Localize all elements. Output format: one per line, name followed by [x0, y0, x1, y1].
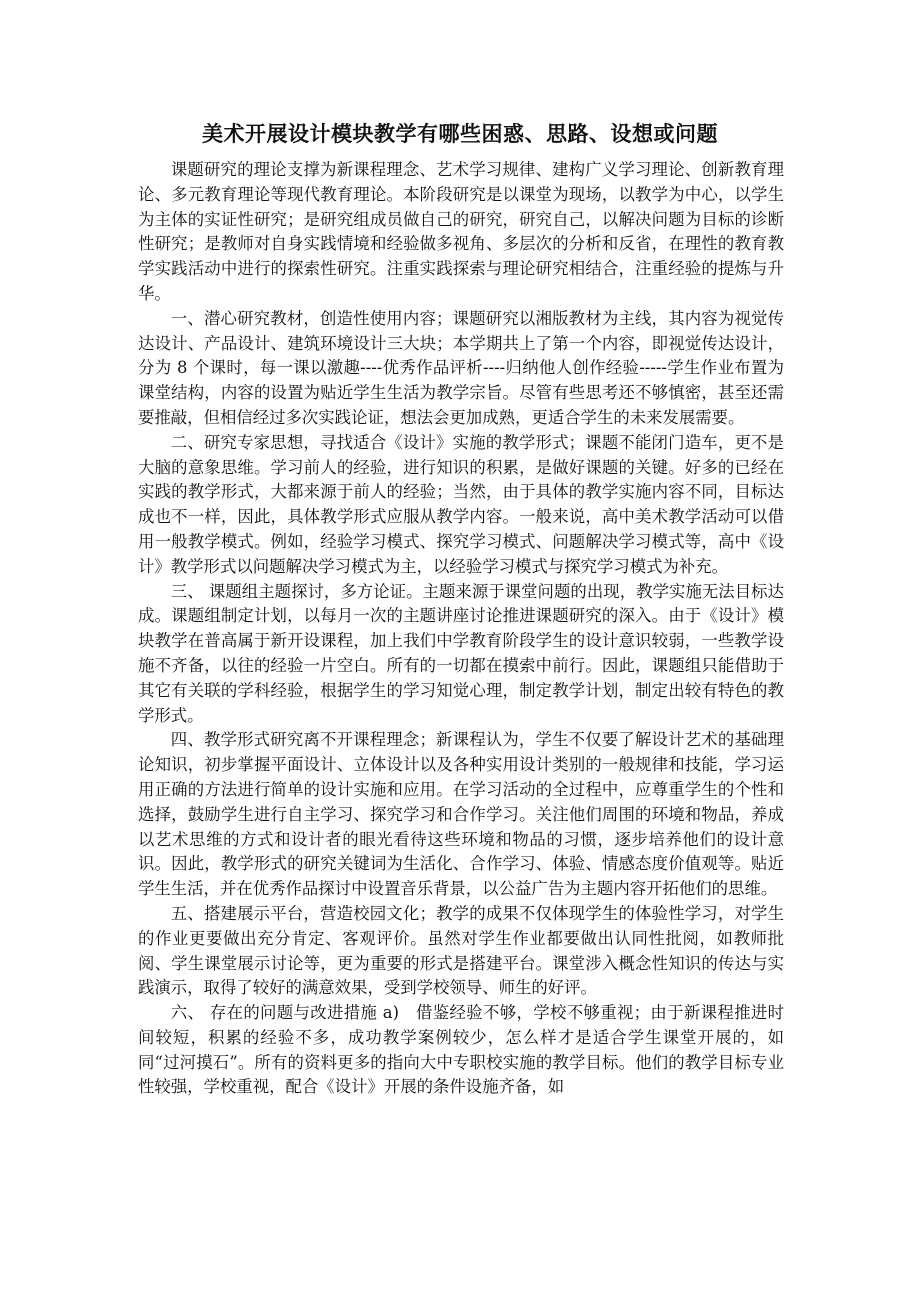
paragraph-2: 二、研究专家思想，寻找适合《设计》实施的教学形式；课题不能闭门造车，更不是大脑的意象思维。学习前人的经验，进行知识的积累，是做好课题的关键。好多的已经在实践的教学形式，大都来源于前人的经验；当然，由于具体的教学实施内容不同，目标达成也不一样，因此，具体教学形式应服从教学内容。一般来说，高中美术教学活动可以借用一般教学模式。例如，经验学习模式、探究学习模式、问题解决学习模式等，高中《设计》教学形式以问题解决学习模式为主，以经验学习模式与探究学习模式为补充。: [138, 432, 784, 576]
paragraph-4: 四、教学形式研究离不开课程理念；新课程认为，学生不仅要了解设计艺术的基础理论知识，初步掌握平面设计、立体设计以及各种实用设计类别的一般规律和技能，学习运用正确的方法进行简单的设计实施和应用。在学习活动的全过程中，应尊重学生的个性和选择，鼓励学生进行自主学习、探究学习和合作学习。关注他们周围的环境和物品，养成以艺术思维的方式和设计者的眼光看待这些环境和物品的习惯，逐步培养他们的设计意识。因此，教学形式的研究关键词为生活化、合作学习、体验、情感态度价值观等。贴近学生生活，并在优秀作品探讨中设置音乐背景，以公益广告为主题内容开拓他们的思维。: [138, 730, 784, 899]
paragraph-3: 三、 课题组主题探讨，多方论证。主题来源于课堂问题的出现，教学实施无法目标达成。课题组制定计划，以每月一次的主题讲座讨论推进课题研究的深入。由于《设计》模块教学在普高属于新开设课程，加上我们中学教育阶段学生的设计意识较弱，一些教学设施不齐备，以往的经验一片空白。所有的一切都在摸索中前行。因此，课题组只能借助于其它有关联的学科经验，根据学生的学习知觉心理，制定教学计划，制定出较有特色的教学形式。: [138, 581, 784, 725]
paragraph-1: 一、潜心研究教材，创造性使用内容；课题研究以湘版教材为主线，其内容为视觉传达设计、产品设计、建筑环境设计三大块；本学期共上了第一个内容，即视觉传达设计，分为 8 个课时，每一课以激趣----优秀作品评析----归纳他人创作经验-----学生作业布置为课堂结构，内容的设置为贴近学生生活为教学宗旨。尽管有些思考还不够慎密，甚至还需要推敲，但相信经过多次实践论证，想法会更加成熟，更适合学生的未来发展需要。: [138, 308, 784, 427]
paragraph-6: 六、 存在的问题与改进措施 a) 借鉴经验不够，学校不够重视；由于新课程推进时间较短，积累的经验不多，成功教学案例较少，怎么样才是适合学生课堂开展的，如同“过河摸石”。所有的资料更多的指向大中专职校实施的教学目标。他们的教学目标专业性较强，学校重视，配合《设计》开展的条件设施齐备，如: [138, 1003, 784, 1097]
document-title: 美术开展设计模块教学有哪些困惑、思路、设想或问题: [202, 122, 718, 146]
document-body: [138, 158, 784, 1100]
paragraph-5: 五、搭建展示平台，营造校园文化；教学的成果不仅体现学生的体验性学习，对学生的作业更要做出充分肯定、客观评价。虽然对学生作业都要做出认同性批阅，如教师批阅、学生课堂展示讨论等，更为重要的形式是搭建平台。课堂涉入概念性知识的传达与实践演示，取得了较好的满意效果，受到学校领导、师生的好评。: [138, 903, 784, 998]
paragraph-intro: 课题研究的理论支撑为新课程理念、艺术学习规律、建构广义学习理论、创新教育理论、多元教育理论等现代教育理论。本阶段研究是以课堂为现场，以教学为中心，以学生为主体的实证性研究；是研究组成员做自己的研究，研究自己，以解决问题为目标的诊断性研究；是教师对自身实践情境和经验做多视角、多层次的分析和反省，在理性的教育教学实践活动中进行的探索性研究。注重实践探索与理论研究相结合，注重经验的提炼与升华。: [138, 160, 784, 303]
